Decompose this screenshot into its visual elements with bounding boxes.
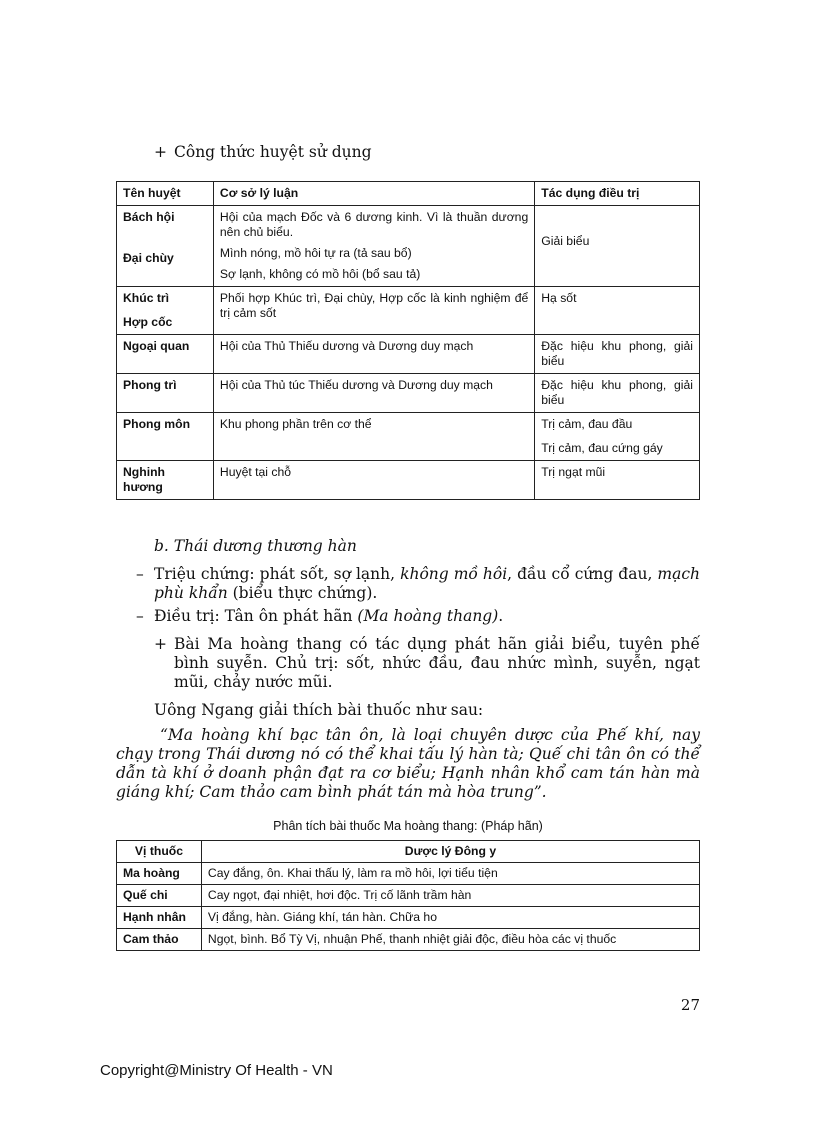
header-basis: Cơ sở lý luận	[213, 182, 534, 206]
effect-text: Giải biểu	[541, 234, 590, 248]
header-herb: Vị thuốc	[117, 841, 202, 863]
effect-cell: Trị ngạt mũi	[535, 461, 700, 500]
herb-name: Quế chi	[117, 885, 202, 907]
basis-text: Hội của mạch Đốc và 6 dương kinh. Vì là thuần dương nên chủ biểu.	[219, 210, 529, 239]
herb-table	[116, 840, 700, 951]
herb-description: Vị đắng, hàn. Giáng khí, tán hàn. Chữa ho	[201, 907, 699, 929]
effect-cell: Hạ sốt	[535, 287, 700, 335]
header-point-name: Tên huyệt	[117, 182, 214, 206]
formula-heading	[154, 143, 372, 161]
effect-cell: Đặc hiệu khu phong, giải biểu	[535, 335, 700, 374]
basis-cell	[213, 206, 534, 287]
herb-name: Cam thảo	[117, 929, 202, 951]
treatment-text: Điều trị: Tân ôn phát hãn (Ma hoàng thang).	[154, 607, 504, 625]
formula-heading-text: Công thức huyệt sử dụng	[174, 143, 372, 161]
dash-bullet: –	[136, 565, 144, 583]
section-heading-text: b. Thái dương thương hàn	[154, 537, 357, 555]
table-row	[117, 461, 700, 500]
basis-cell: Huyệt tại chỗ	[213, 461, 534, 500]
dash-bullet: –	[136, 607, 144, 625]
table-row	[117, 374, 700, 413]
point-name-cell: Phong trì	[117, 374, 214, 413]
table-row	[117, 929, 700, 951]
basis-cell: Khu phong phần trên cơ thể	[213, 413, 534, 461]
point-name-cell: Ngoại quan	[117, 335, 214, 374]
symptom-item	[136, 565, 700, 603]
table-row	[117, 907, 700, 929]
treatment-item	[136, 607, 700, 626]
herb-description: Cay ngọt, đại nhiệt, hơi độc. Trị cố lãnh trầm hàn	[201, 885, 699, 907]
table-row	[117, 206, 700, 287]
table-row	[117, 863, 700, 885]
table-header-row	[117, 182, 700, 206]
table-row	[117, 885, 700, 907]
basis-text: Sợ lạnh, không có mồ hôi (bổ sau tả)	[219, 267, 421, 281]
plus-bullet: +	[154, 635, 167, 653]
symptom-text: Triệu chứng: phát sốt, sợ lạnh, không mồ hôi, đầu cổ cứng đau, mạch phù khẩn (biểu thực chứng).	[154, 565, 700, 602]
herb-description: Cay đắng, ôn. Khai thấu lý, làm ra mồ hôi, lợi tiểu tiện	[201, 863, 699, 885]
point-name-cell	[117, 206, 214, 287]
herb-description: Ngọt, bình. Bổ Tỳ Vị, nhuận Phế, thanh nhiệt giải độc, điều hòa các vị thuốc	[201, 929, 699, 951]
point-name-cell: Phong môn	[117, 413, 214, 461]
prescription-item	[154, 635, 700, 692]
effect-cell: Đặc hiệu khu phong, giải biểu	[535, 374, 700, 413]
basis-cell: Hội của Thủ túc Thiếu dương và Dương duy mạch	[213, 374, 534, 413]
table-header-row	[117, 841, 700, 863]
herb-name: Hạnh nhân	[117, 907, 202, 929]
point-name: Khúc trì	[123, 291, 170, 305]
quote-text: “Ma hoàng khí bạc tân ôn, là loại chuyên dược của Phế khí, nay chạy trong Thái dương nó có thể khai tấu lý hàn tà; Quế chi tân ôn có thể dẫn tà khí ở doanh phận đạt ra cơ biểu; Hạnh nhân khổ cam tán hàn mà giáng khí; Cam thảo cam bình phát tán mà hòa trung”.	[116, 726, 700, 801]
point-name-cell: Nghinh hương	[117, 461, 214, 500]
header-effect: Tác dụng điều trị	[535, 182, 700, 206]
effect-cell	[535, 413, 700, 461]
acupoint-table	[116, 181, 700, 500]
table-caption: Phân tích bài thuốc Ma hoàng thang: (Pháp hãn)	[273, 819, 543, 833]
basis-cell: Hội của Thủ Thiếu dương và Dương duy mạch	[213, 335, 534, 374]
plus-bullet: +	[154, 143, 167, 161]
basis-cell: Phối hợp Khúc trì, Đại chùy, Hợp cốc là kinh nghiệm để trị cảm sốt	[213, 287, 534, 335]
herb-name: Ma hoàng	[117, 863, 202, 885]
header-pharmacology: Dược lý Đông y	[201, 841, 699, 863]
quote-paragraph	[116, 726, 700, 802]
point-name: Bách hội	[123, 210, 175, 224]
effect-text: Trị cảm, đau cứng gáy	[541, 441, 663, 455]
prescription-text: Bài Ma hoàng thang có tác dụng phát hãn giải biểu, tuyên phế bình suyễn. Chủ trị: sốt, nhức đầu, đau nhức mình, suyễn, ngạt mũi, chảy nước mũi.	[174, 635, 700, 691]
copyright-footer: Copyright@Ministry Of Health - VN	[100, 1062, 333, 1079]
point-name: Hợp cốc	[123, 315, 173, 329]
basis-text: Mình nóng, mồ hôi tự ra (tả sau bổ)	[219, 246, 412, 260]
point-name-cell	[117, 287, 214, 335]
table-row	[117, 413, 700, 461]
page-number: 27	[680, 996, 700, 1014]
explanation-intro: Uông Ngang giải thích bài thuốc như sau:	[154, 701, 484, 719]
table-row	[117, 287, 700, 335]
effect-cell	[535, 206, 700, 287]
table-row	[117, 335, 700, 374]
point-name: Đại chùy	[123, 251, 174, 265]
effect-text: Trị cảm, đau đầu	[541, 417, 633, 431]
section-heading	[154, 537, 700, 556]
